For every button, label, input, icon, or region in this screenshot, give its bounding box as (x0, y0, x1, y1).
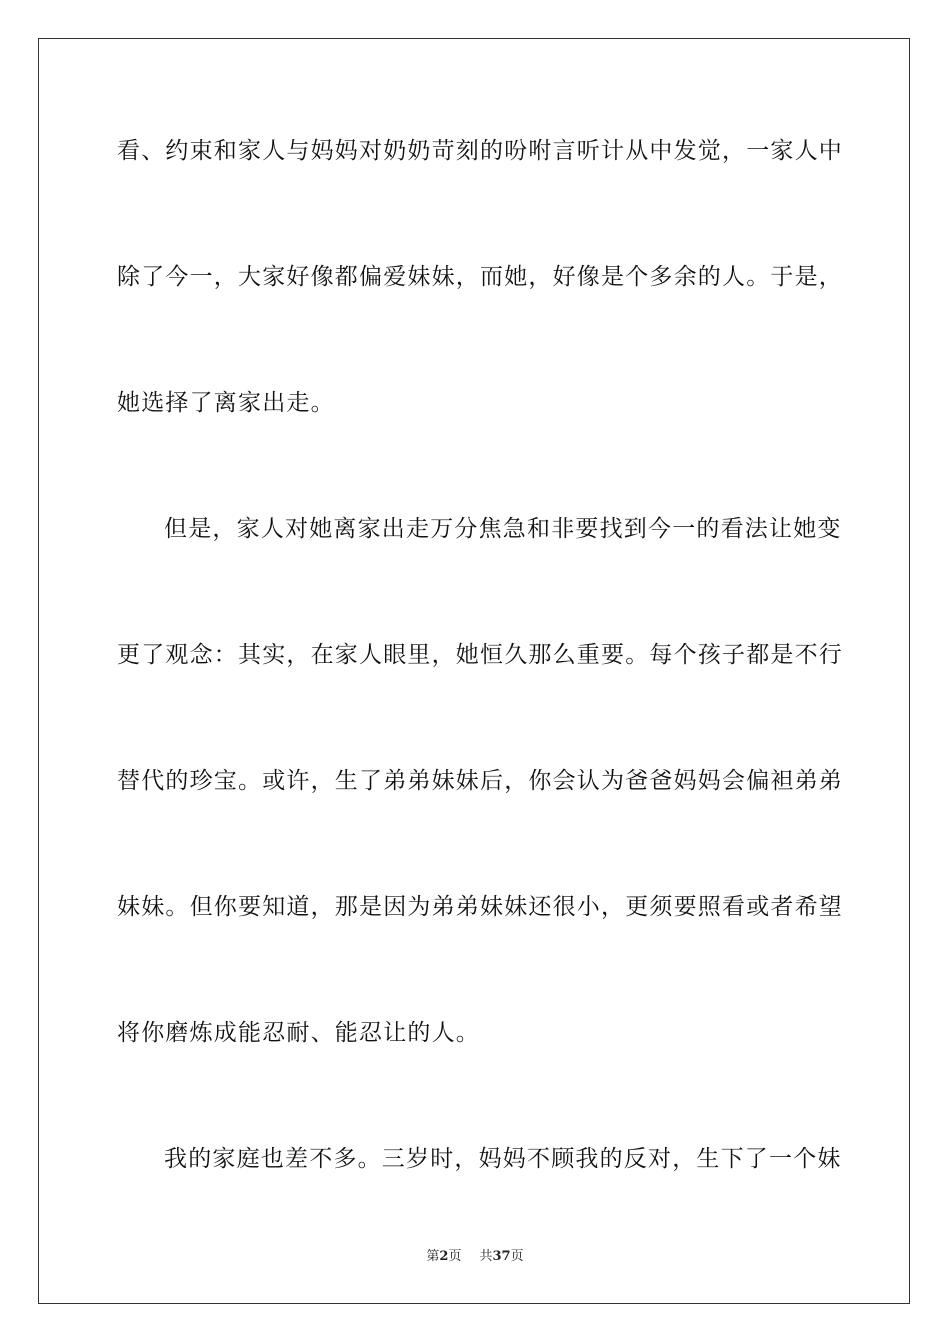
page-footer (0, 1249, 950, 1265)
paragraph-line: 替代的珍宝。或许，生了弟弟妹妹后，你会认为爸爸妈妈会偏袒弟弟 (117, 768, 843, 794)
total-prefix: 共 (479, 1249, 493, 1264)
paragraph-line: 除了今一，大家好像都偏爱妹妹，而她，好像是个多余的人。于是， (117, 264, 843, 290)
page-number: 2 (439, 1249, 449, 1264)
paragraph-line: 将你磨炼成能忍耐、能忍让的人。 (117, 1020, 480, 1046)
paragraph-line: 我的家庭也差不多。三岁时，妈妈不顾我的反对，生下了一个妹 (164, 1146, 842, 1172)
total-suffix: 页 (510, 1249, 524, 1264)
page-frame (38, 38, 910, 1304)
paragraph-line: 但是，家人对她离家出走万分焦急和非要找到今一的看法让她变 (164, 516, 842, 542)
total-pages: 37 (492, 1249, 511, 1264)
paragraph-line: 她选择了离家出走。 (117, 390, 335, 416)
page-prefix: 第 (426, 1249, 440, 1264)
paragraph-line: 妹妹。但你要知道，那是因为弟弟妹妹还很小，更须要照看或者希望 (117, 894, 843, 920)
paragraph-line: 更了观念：其实，在家人眼里，她恒久那么重要。每个孩子都是不行 (117, 642, 843, 668)
page-suffix: 页 (448, 1249, 462, 1264)
paragraph-line: 看、约束和家人与妈妈对奶奶苛刻的吩咐言听计从中发觉，一家人中 (117, 138, 843, 164)
